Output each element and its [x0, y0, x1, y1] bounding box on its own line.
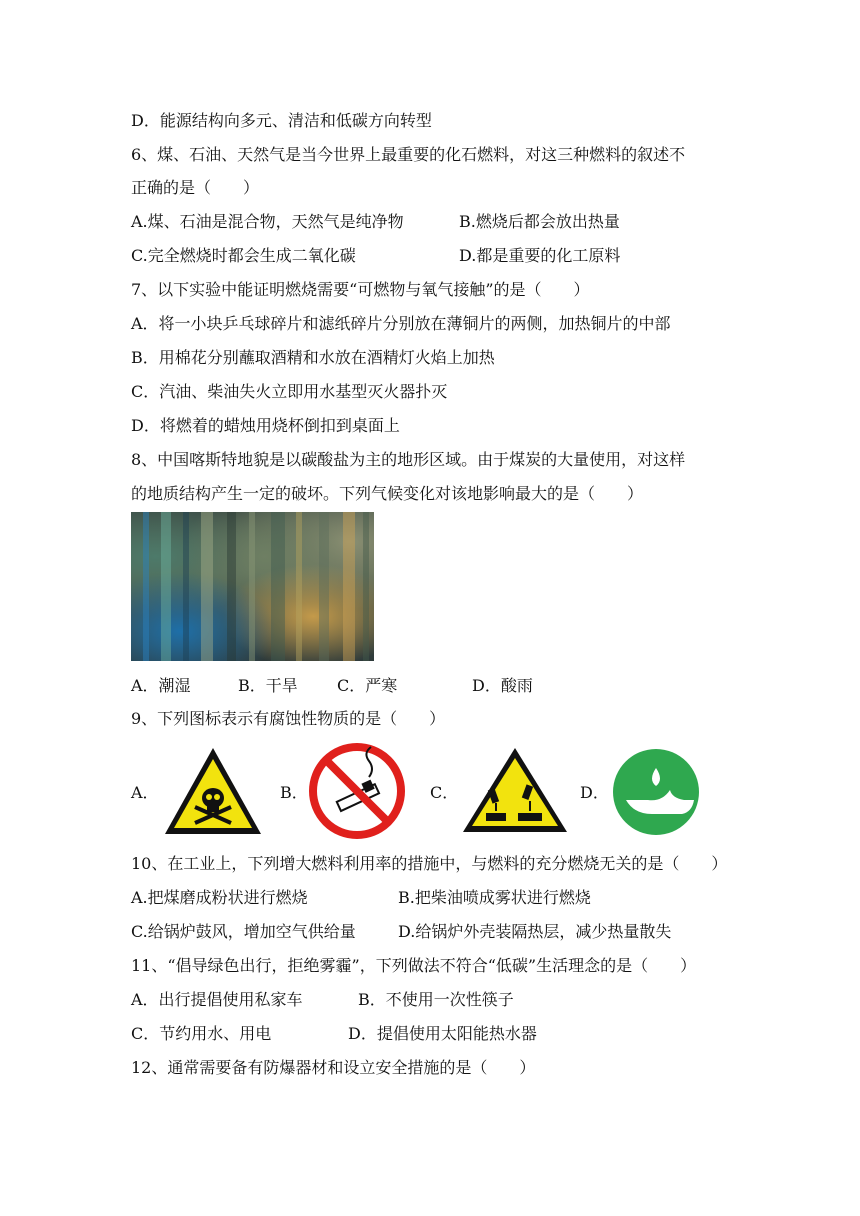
q11-option-a: A．出行提倡使用私家车: [131, 990, 303, 1009]
q6-stem-line2: 正确的是（ ）: [131, 178, 260, 197]
q9-label-b: B．: [280, 783, 308, 802]
q7-option-c: C．汽油、柴油失火立即用水基型灭火器扑灭: [131, 382, 448, 401]
q8-option-c: C．严寒: [337, 676, 398, 695]
q10-stem: 10、在工业上，下列增大燃料利用率的措施中，与燃料的充分燃烧无关的是（ ）: [131, 854, 728, 873]
q8-stem-line2: 的地质结构产生一定的破坏。下列气候变化对该地影响最大的是（ ）: [131, 484, 644, 503]
q8-stem-line1: 8、中国喀斯特地貌是以碳酸盐为主的地形区域。由于煤炭的大量使用，对这样: [131, 450, 686, 469]
q11-option-b: B．不使用一次性筷子: [358, 990, 514, 1009]
no-smoking-sign-icon: [309, 743, 405, 839]
q5-option-d: D．能源结构向多元、清洁和低碳方向转型: [131, 111, 432, 130]
q10-option-d: D.给锅炉外壳装隔热层，减少热量散失: [398, 922, 672, 941]
karst-cave-photo: [131, 512, 374, 661]
q6-option-d: D.都是重要的化工原料: [459, 246, 621, 265]
q11-stem: 11、“倡导绿色出行，拒绝雾霾”，下列做法不符合“低碳”生活理念的是（ ）: [131, 956, 697, 975]
q6-option-b: B.燃烧后都会放出热量: [459, 212, 620, 231]
q7-option-b: B．用棉花分别蘸取酒精和水放在酒精灯火焰上加热: [131, 348, 495, 367]
q10-option-c: C.给锅炉鼓风，增加空气供给量: [131, 922, 356, 941]
q9-label-a: A．: [131, 783, 159, 802]
toxic-skull-sign-icon: [162, 745, 264, 837]
q6-option-c: C.完全燃烧时都会生成二氧化碳: [131, 246, 356, 265]
green-water-sign-icon: [612, 748, 700, 836]
q6-stem-line1: 6、煤、石油、天然气是当今世界上最重要的化石燃料，对这三种燃料的叙述不: [131, 145, 686, 164]
q12-stem: 12、通常需要备有防爆器材和设立安全措施的是（ ）: [131, 1058, 536, 1077]
q6-option-a: A.煤、石油是混合物，天然气是纯净物: [131, 212, 404, 231]
q11-option-d: D．提倡使用太阳能热水器: [348, 1024, 537, 1043]
q11-option-c: C．节约用水、用电: [131, 1024, 272, 1043]
q7-stem: 7、以下实验中能证明燃烧需要“可燃物与氧气接触”的是（ ）: [131, 280, 590, 299]
q7-option-d: D．将燃着的蜡烛用烧杯倒扣到桌面上: [131, 416, 400, 435]
q8-option-a: A．潮湿: [131, 676, 191, 695]
q8-option-b: B．干旱: [238, 676, 298, 695]
q9-label-d: D．: [580, 783, 609, 802]
q10-option-b: B.把柴油喷成雾状进行燃烧: [398, 888, 591, 907]
q9-stem: 9、下列图标表示有腐蚀性物质的是（ ）: [131, 709, 446, 728]
q8-option-d: D．酸雨: [472, 676, 533, 695]
q10-option-a: A.把煤磨成粉状进行燃烧: [131, 888, 308, 907]
q9-label-c: C．: [430, 783, 459, 802]
corrosive-sign-icon: [460, 745, 570, 835]
q7-option-a: A．将一小块乒乓球碎片和滤纸碎片分别放在薄铜片的两侧，加热铜片的中部: [131, 314, 671, 333]
